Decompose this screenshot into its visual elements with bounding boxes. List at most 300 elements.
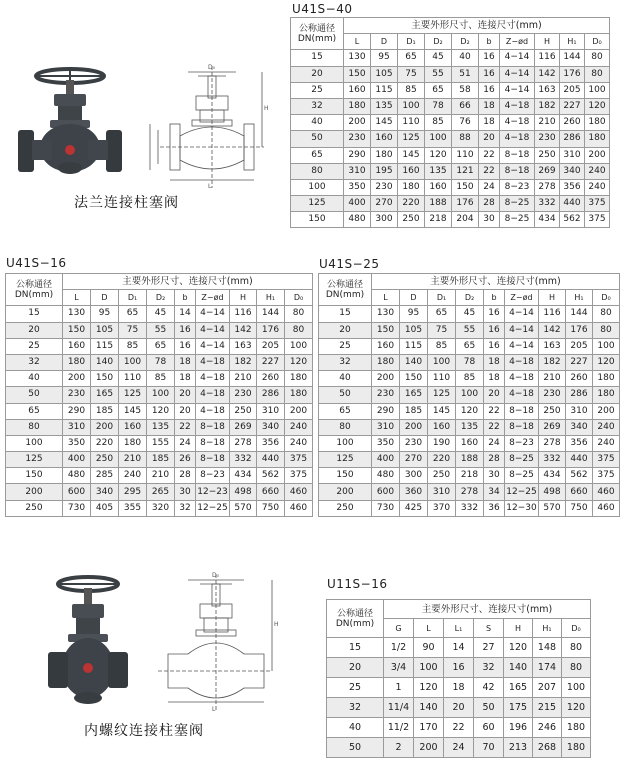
dn-header: 公称通径 DN(mm) <box>6 274 63 306</box>
col-header: L <box>372 290 400 306</box>
table-cell: 120 <box>593 354 620 370</box>
table-cell: 160 <box>428 419 456 435</box>
dn-cell: 125 <box>6 452 63 468</box>
dn-cell: 25 <box>327 678 384 698</box>
table-cell: 100 <box>398 98 425 114</box>
table-cell: 16 <box>175 338 196 354</box>
table-cell: 100 <box>425 131 452 147</box>
table-cell: 4−18 <box>196 371 230 387</box>
table-cell: 42 <box>474 678 504 698</box>
table-cell: 562 <box>560 212 585 228</box>
table-cell: 246 <box>533 718 562 738</box>
table-cell: 200 <box>414 738 444 758</box>
table-cell: 135 <box>425 163 452 179</box>
dn-cell: 80 <box>319 419 372 435</box>
table-cell: 95 <box>91 306 119 322</box>
dn-cell: 150 <box>291 212 344 228</box>
table-row <box>6 322 313 338</box>
flange-valve-photo <box>14 66 126 186</box>
table-cell: 180 <box>593 387 620 403</box>
table-cell: 4−18 <box>505 354 539 370</box>
col-header: H <box>230 290 257 306</box>
table-row <box>6 468 313 484</box>
table-cell: 100 <box>456 387 484 403</box>
table-cell: 213 <box>504 738 533 758</box>
table-row <box>327 678 591 698</box>
table-cell: 120 <box>425 147 452 163</box>
table-cell: 4−14 <box>196 338 230 354</box>
table-cell: 155 <box>147 435 175 451</box>
dn-cell: 25 <box>291 82 344 98</box>
table-cell: 176 <box>560 66 585 82</box>
table-cell: 1/2 <box>384 638 414 658</box>
table-cell: 85 <box>456 371 484 387</box>
table-cell: 350 <box>372 435 400 451</box>
table-row <box>291 196 610 212</box>
table-row <box>6 354 313 370</box>
table-cell: 270 <box>400 452 428 468</box>
table-cell: 150 <box>400 371 428 387</box>
table-cell: 196 <box>504 718 533 738</box>
table-cell: 24 <box>175 435 196 451</box>
table-cell: 135 <box>456 419 484 435</box>
table-cell: 78 <box>456 354 484 370</box>
table-cell: 332 <box>535 196 560 212</box>
table-cell: 4−18 <box>196 354 230 370</box>
dn-cell: 200 <box>319 484 372 500</box>
table-cell: 150 <box>63 322 91 338</box>
col-header: b <box>479 34 500 50</box>
table-cell: 230 <box>539 387 566 403</box>
table-cell: 165 <box>91 387 119 403</box>
table-cell: 165 <box>504 678 533 698</box>
table-cell: 204 <box>452 212 479 228</box>
table-cell: 440 <box>566 452 593 468</box>
table-cell: 27 <box>474 638 504 658</box>
table-row <box>319 354 620 370</box>
table-cell: 480 <box>344 212 371 228</box>
table-cell: 200 <box>372 371 400 387</box>
col-header: D₀ <box>585 34 610 50</box>
table-row <box>319 484 620 500</box>
table-cell: 45 <box>425 50 452 66</box>
table-cell: 4−18 <box>500 98 535 114</box>
table-cell: 570 <box>230 500 257 516</box>
table-cell: 210 <box>147 468 175 484</box>
table-cell: 562 <box>566 468 593 484</box>
table-cell: 142 <box>539 322 566 338</box>
table-cell: 8−25 <box>500 196 535 212</box>
table-cell: 310 <box>560 147 585 163</box>
table-cell: 135 <box>371 98 398 114</box>
table-cell: 105 <box>371 66 398 82</box>
table-cell: 4−18 <box>196 403 230 419</box>
dn-cell: 65 <box>6 403 63 419</box>
col-header: D₁ <box>119 290 147 306</box>
table-cell: 88 <box>452 131 479 147</box>
table-cell: 730 <box>63 500 91 516</box>
table-row <box>6 500 313 516</box>
table-cell: 405 <box>91 500 119 516</box>
table-cell: 2 <box>384 738 414 758</box>
table-cell: 434 <box>230 468 257 484</box>
table-cell: 460 <box>285 500 313 516</box>
table-row <box>319 371 620 387</box>
table-cell: 100 <box>414 658 444 678</box>
table-cell: 356 <box>560 179 585 195</box>
dn-cell: 15 <box>319 306 372 322</box>
table-cell: 90 <box>414 638 444 658</box>
table-cell: 12−30 <box>505 500 539 516</box>
table-cell: 180 <box>593 371 620 387</box>
table-cell: 480 <box>372 468 400 484</box>
table-cell: 100 <box>147 387 175 403</box>
table-cell: 45 <box>456 306 484 322</box>
table-cell: 125 <box>119 387 147 403</box>
table-row <box>327 698 591 718</box>
table-cell: 55 <box>147 322 175 338</box>
table-cell: 18 <box>479 98 500 114</box>
table-cell: 105 <box>400 322 428 338</box>
table-cell: 205 <box>257 338 285 354</box>
table-cell: 36 <box>484 500 505 516</box>
table-cell: 100 <box>285 338 313 354</box>
table-cell: 375 <box>593 452 620 468</box>
table-cell: 116 <box>230 306 257 322</box>
col-header: H <box>539 290 566 306</box>
dn-cell: 100 <box>6 435 63 451</box>
table-cell: 4−18 <box>196 387 230 403</box>
col-header: D₂ <box>456 290 484 306</box>
table-cell: 12−25 <box>196 500 230 516</box>
table-cell: 144 <box>257 306 285 322</box>
table-cell: 300 <box>400 468 428 484</box>
table-cell: 80 <box>585 66 610 82</box>
table-cell: 80 <box>285 306 313 322</box>
dn-cell: 80 <box>6 419 63 435</box>
table-cell: 230 <box>230 387 257 403</box>
table-cell: 227 <box>257 354 285 370</box>
table-cell: 8−25 <box>505 452 539 468</box>
table-cell: 290 <box>63 403 91 419</box>
table-row <box>291 131 610 147</box>
table-cell: 440 <box>560 196 585 212</box>
col-header: H <box>535 34 560 50</box>
table-cell: 4−18 <box>500 115 535 131</box>
section-title-u11s16: U11S−16 <box>327 577 388 591</box>
table-row <box>319 419 620 435</box>
table-cell: 20 <box>484 387 505 403</box>
table-cell: 121 <box>452 163 479 179</box>
table-cell: 375 <box>585 196 610 212</box>
table-cell: 332 <box>230 452 257 468</box>
table-cell: 310 <box>257 403 285 419</box>
table-cell: 120 <box>456 403 484 419</box>
table-cell: 58 <box>452 82 479 98</box>
table-cell: 268 <box>533 738 562 758</box>
spec-table <box>318 273 620 517</box>
table-cell: 28 <box>175 468 196 484</box>
table-cell: 340 <box>560 163 585 179</box>
table-cell: 16 <box>484 306 505 322</box>
dn-cell: 80 <box>291 163 344 179</box>
table-cell: 145 <box>398 147 425 163</box>
table-cell: 240 <box>593 435 620 451</box>
drawing-label-l: L <box>212 706 216 713</box>
table-cell: 85 <box>147 371 175 387</box>
table-row <box>6 371 313 387</box>
dn-cell: 25 <box>6 338 63 354</box>
table-cell: 310 <box>344 163 371 179</box>
table-cell: 8−18 <box>505 403 539 419</box>
table-cell: 140 <box>91 354 119 370</box>
table-cell: 11/2 <box>384 718 414 738</box>
table-cell: 20 <box>175 403 196 419</box>
table-cell: 180 <box>562 718 591 738</box>
dn-header: 公称通径 DN(mm) <box>291 18 344 50</box>
drawing-label-h: H <box>264 105 269 112</box>
table-cell: 142 <box>535 66 560 82</box>
dn-cell: 150 <box>6 468 63 484</box>
col-header: D₁ <box>428 290 456 306</box>
table-cell: 320 <box>147 500 175 516</box>
table-cell: 8−18 <box>196 435 230 451</box>
spec-table <box>326 599 591 758</box>
table-cell: 80 <box>562 658 591 678</box>
table-cell: 116 <box>539 306 566 322</box>
dn-cell: 50 <box>6 387 63 403</box>
table-cell: 150 <box>91 371 119 387</box>
dn-cell: 40 <box>327 718 384 738</box>
table-cell: 278 <box>535 179 560 195</box>
table-row <box>291 98 610 114</box>
table-cell: 150 <box>372 322 400 338</box>
table-cell: 34 <box>484 484 505 500</box>
table-cell: 120 <box>147 403 175 419</box>
table-cell: 120 <box>285 354 313 370</box>
col-header: H <box>504 619 533 638</box>
table-cell: 240 <box>593 419 620 435</box>
table-cell: 116 <box>535 50 560 66</box>
table-cell: 100 <box>585 82 610 98</box>
table-cell: 310 <box>372 419 400 435</box>
table-cell: 125 <box>428 387 456 403</box>
table-cell: 195 <box>371 163 398 179</box>
table-cell: 240 <box>285 435 313 451</box>
table-cell: 4−18 <box>500 131 535 147</box>
table-cell: 182 <box>230 354 257 370</box>
col-header: L <box>414 619 444 638</box>
table-cell: 176 <box>257 322 285 338</box>
table-row <box>291 212 610 228</box>
table-row <box>6 419 313 435</box>
flange-valve-drawing <box>140 62 270 192</box>
table-cell: 32 <box>474 658 504 678</box>
table-cell: 250 <box>91 452 119 468</box>
table-cell: 8−18 <box>505 419 539 435</box>
table-cell: 750 <box>257 500 285 516</box>
table-cell: 55 <box>456 322 484 338</box>
table-cell: 220 <box>398 196 425 212</box>
table-cell: 120 <box>562 698 591 718</box>
dn-cell: 20 <box>6 322 63 338</box>
table-cell: 269 <box>539 419 566 435</box>
table-cell: 4−14 <box>500 50 535 66</box>
dn-cell: 20 <box>327 658 384 678</box>
table-cell: 24 <box>444 738 474 758</box>
table-cell: 65 <box>119 306 147 322</box>
table-cell: 22 <box>484 419 505 435</box>
table-cell: 278 <box>230 435 257 451</box>
dn-cell: 15 <box>327 638 384 658</box>
table-row <box>6 338 313 354</box>
table-cell: 65 <box>425 82 452 98</box>
table-cell: 16 <box>484 322 505 338</box>
table-row <box>319 322 620 338</box>
table-cell: 460 <box>285 484 313 500</box>
dn-cell: 65 <box>319 403 372 419</box>
table-cell: 110 <box>452 147 479 163</box>
table-u41s25 <box>318 273 620 517</box>
drawing-label-h: H <box>274 621 279 628</box>
drawing-label-l: L <box>208 183 212 190</box>
table-row <box>319 452 620 468</box>
dn-header: 公称通径 DN(mm) <box>327 600 384 638</box>
table-row <box>319 338 620 354</box>
col-header: D₂ <box>147 290 175 306</box>
table-cell: 80 <box>585 50 610 66</box>
table-cell: 78 <box>147 354 175 370</box>
table-row <box>319 435 620 451</box>
table-cell: 190 <box>428 435 456 451</box>
table-cell: 370 <box>428 500 456 516</box>
table-cell: 180 <box>585 115 610 131</box>
table-cell: 250 <box>535 147 560 163</box>
table-cell: 85 <box>119 338 147 354</box>
table-cell: 360 <box>400 484 428 500</box>
table-cell: 165 <box>400 387 428 403</box>
col-header: L₁ <box>444 619 474 638</box>
dn-cell: 32 <box>6 354 63 370</box>
flange-valve-caption: 法兰连接柱塞阀 <box>74 195 179 211</box>
col-header: D₀ <box>593 290 620 306</box>
table-row <box>291 179 610 195</box>
table-cell: 163 <box>230 338 257 354</box>
table-cell: 26 <box>175 452 196 468</box>
table-cell: 240 <box>585 163 610 179</box>
table-cell: 115 <box>400 338 428 354</box>
table-cell: 140 <box>504 658 533 678</box>
col-header: H₁ <box>566 290 593 306</box>
table-cell: 8−18 <box>500 147 535 163</box>
table-cell: 176 <box>452 196 479 212</box>
table-cell: 145 <box>119 403 147 419</box>
table-u11s16 <box>326 599 591 758</box>
table-cell: 355 <box>119 500 147 516</box>
table-cell: 375 <box>585 212 610 228</box>
table-cell: 148 <box>533 638 562 658</box>
table-cell: 78 <box>425 98 452 114</box>
table-cell: 144 <box>560 50 585 66</box>
table-cell: 130 <box>372 306 400 322</box>
table-cell: 269 <box>535 163 560 179</box>
col-header: D₂ <box>452 34 479 50</box>
thread-valve-photo <box>42 574 134 710</box>
table-cell: 20 <box>479 131 500 147</box>
dn-cell: 125 <box>319 452 372 468</box>
table-cell: 180 <box>63 354 91 370</box>
table-cell: 120 <box>504 638 533 658</box>
table-cell: 76 <box>452 115 479 131</box>
table-cell: 425 <box>400 500 428 516</box>
table-row <box>6 387 313 403</box>
table-row <box>291 147 610 163</box>
table-cell: 180 <box>119 435 147 451</box>
table-cell: 4−18 <box>505 387 539 403</box>
table-cell: 3/4 <box>384 658 414 678</box>
table-row <box>291 82 610 98</box>
table-row <box>6 435 313 451</box>
table-cell: 160 <box>371 131 398 147</box>
table-cell: 66 <box>452 98 479 114</box>
table-row <box>319 387 620 403</box>
table-cell: 80 <box>285 322 313 338</box>
table-row <box>327 638 591 658</box>
spec-table <box>290 17 610 228</box>
table-row <box>291 66 610 82</box>
table-cell: 332 <box>456 500 484 516</box>
table-cell: 8−23 <box>500 179 535 195</box>
dn-cell: 32 <box>291 98 344 114</box>
table-cell: 12−23 <box>196 484 230 500</box>
table-cell: 100 <box>562 678 591 698</box>
table-cell: 220 <box>91 435 119 451</box>
table-cell: 14 <box>175 306 196 322</box>
table-row <box>319 500 620 516</box>
col-header: D₁ <box>398 34 425 50</box>
table-cell: 95 <box>400 306 428 322</box>
table-cell: 100 <box>428 354 456 370</box>
table-cell: 115 <box>371 82 398 98</box>
table-cell: 215 <box>533 698 562 718</box>
table-cell: 140 <box>400 354 428 370</box>
table-cell: 562 <box>257 468 285 484</box>
col-header: Z−ød <box>500 34 535 50</box>
table-row <box>327 658 591 678</box>
table-cell: 16 <box>479 82 500 98</box>
table-cell: 400 <box>63 452 91 468</box>
table-cell: 400 <box>344 196 371 212</box>
table-cell: 4−14 <box>505 338 539 354</box>
table-cell: 200 <box>585 147 610 163</box>
table-cell: 290 <box>344 147 371 163</box>
dn-cell: 100 <box>319 435 372 451</box>
table-cell: 250 <box>230 403 257 419</box>
table-cell: 8−23 <box>196 468 230 484</box>
table-cell: 30 <box>484 468 505 484</box>
table-cell: 230 <box>344 131 371 147</box>
col-header: G <box>384 619 414 638</box>
table-cell: 140 <box>414 698 444 718</box>
table-cell: 205 <box>566 338 593 354</box>
table-cell: 278 <box>456 484 484 500</box>
table-cell: 50 <box>474 698 504 718</box>
group-header: 主要外形尺寸、连接尺寸(mm) <box>63 274 313 290</box>
table-cell: 18 <box>175 371 196 387</box>
table-cell: 20 <box>444 698 474 718</box>
table-cell: 18 <box>484 371 505 387</box>
table-cell: 142 <box>230 322 257 338</box>
